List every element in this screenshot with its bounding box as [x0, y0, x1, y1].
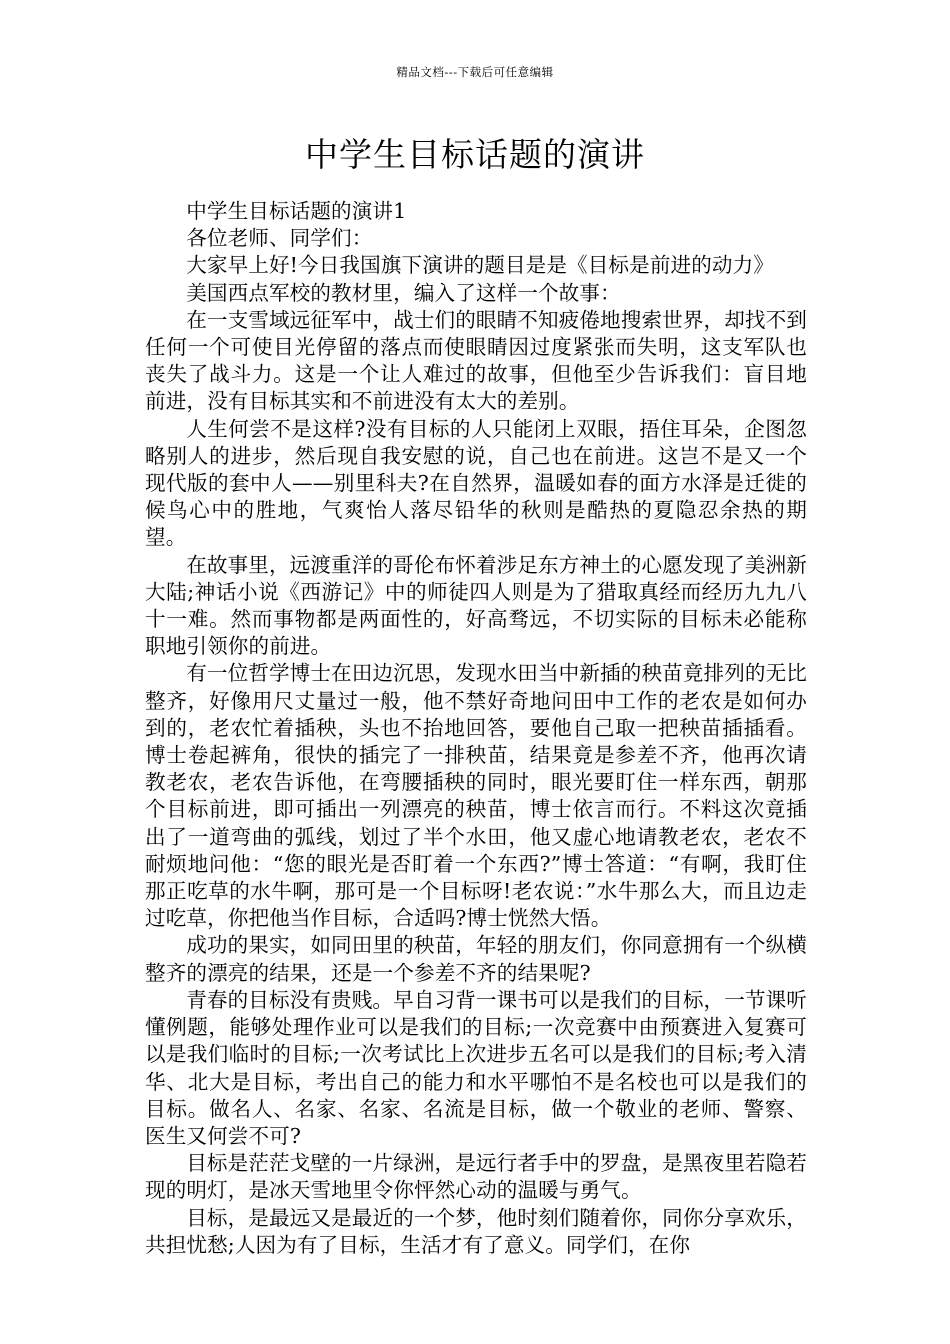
paragraph: 目标，是最远又是最近的一个梦，他时刻们随着你，同你分享欢乐，共担忧愁;人因为有了目标，生活才有了意义。同学们，在你: [145, 1205, 807, 1257]
paragraph: 目标是茫茫戈壁的一片绿洲，是远行者手中的罗盘，是黑夜里若隐若现的明灯，是冰天雪地里令你怦然心动的温暖与勇气。: [145, 1151, 807, 1203]
document-body: [145, 198, 807, 1259]
paragraph: 大家早上好!今日我国旗下演讲的题目是是《目标是前进的动力》: [186, 253, 774, 278]
document-title: 中学生目标话题的演讲: [305, 135, 645, 174]
paragraph: 青春的目标没有贵贱。早自习背一课书可以是我们的目标，一节课听懂例题，能够处理作业可以是我们的目标;一次竞赛中由预赛进入复赛可以是我们临时的目标;一次考试比上次进步五名可以是我们的目标;考入清华、北大是目标，考出自己的能力和水平哪怕不是名校也可以是我们的目标。做名人、名家、名家、名流是目标，做一个敬业的老师、警察、医生又何尝不可?: [145, 987, 807, 1148]
page-header: 精品文档---下载后可任意编辑: [396, 65, 554, 79]
paragraph: 成功的果实，如同田里的秧苗，年轻的朋友们，你同意拥有一个纵横整齐的漂亮的结果，还是一个参差不齐的结果呢?: [145, 933, 807, 985]
paragraph: 各位老师、同学们：: [186, 226, 373, 251]
paragraph: 美国西点军校的教材里，编入了这样一个故事：: [186, 280, 621, 305]
paragraph: 中学生目标话题的演讲1: [186, 199, 407, 223]
paragraph: 在故事里，远渡重洋的哥伦布怀着涉足东方神土的心愿发现了美洲新大陆;神话小说《西游记》中的师徒四人则是为了猎取真经而经历九九八十一难。然而事物都是两面性的，好高骛远，不切实际的目标未必能称职地引领你的前进。: [145, 552, 807, 659]
paragraph: 人生何尝不是这样?没有目标的人只能闭上双眼，捂住耳朵，企图忽略别人的进步，然后现自我安慰的说，自己也在前进。这岂不是又一个现代版的套中人——别里科夫?在自然界，温暖如春的面方水泽是迁徙的候鸟心中的胜地，气爽怡人落尽铅华的秋则是酷热的夏隐忍余热的期望。: [145, 416, 807, 550]
paragraph: 有一位哲学博士在田边沉思，发现水田当中新插的秧苗竟排列的无比整齐，好像用尺丈量过一般，他不禁好奇地问田中工作的老农是如何办到的，老农忙着插秧，头也不抬地回答，要他自己取一把秧苗插插看。博士卷起裤角，很快的插完了一排秧苗，结果竟是参差不齐，他再次请教老农，老农告诉他，在弯腰插秧的同时，眼光要盯住一样东西，朝那个目标前进，即可插出一列漂亮的秧苗，博士依言而行。不料这次竟插出了一道弯曲的弧线，划过了半个水田，他又虚心地请教老农，老农不耐烦地问他：“您的眼光是否盯着一个东西?”博士答道：“有啊，我盯住那正吃草的水牛啊，那可是一个目标呀!老农说：”水牛那么大，而且边走过吃草，你把他当作目标，合适吗?博士恍然大悟。: [145, 661, 807, 931]
paragraph: 在一支雪域远征军中，战士们的眼睛不知疲倦地搜索世界，却找不到任何一个可使目光停留的落点而使眼睛因过度紧张而失明，这支军队也丧失了战斗力。这是一个让人难过的故事，但他至少告诉我们：盲目地前进，没有目标其实和不前进没有太大的差别。: [145, 307, 807, 414]
